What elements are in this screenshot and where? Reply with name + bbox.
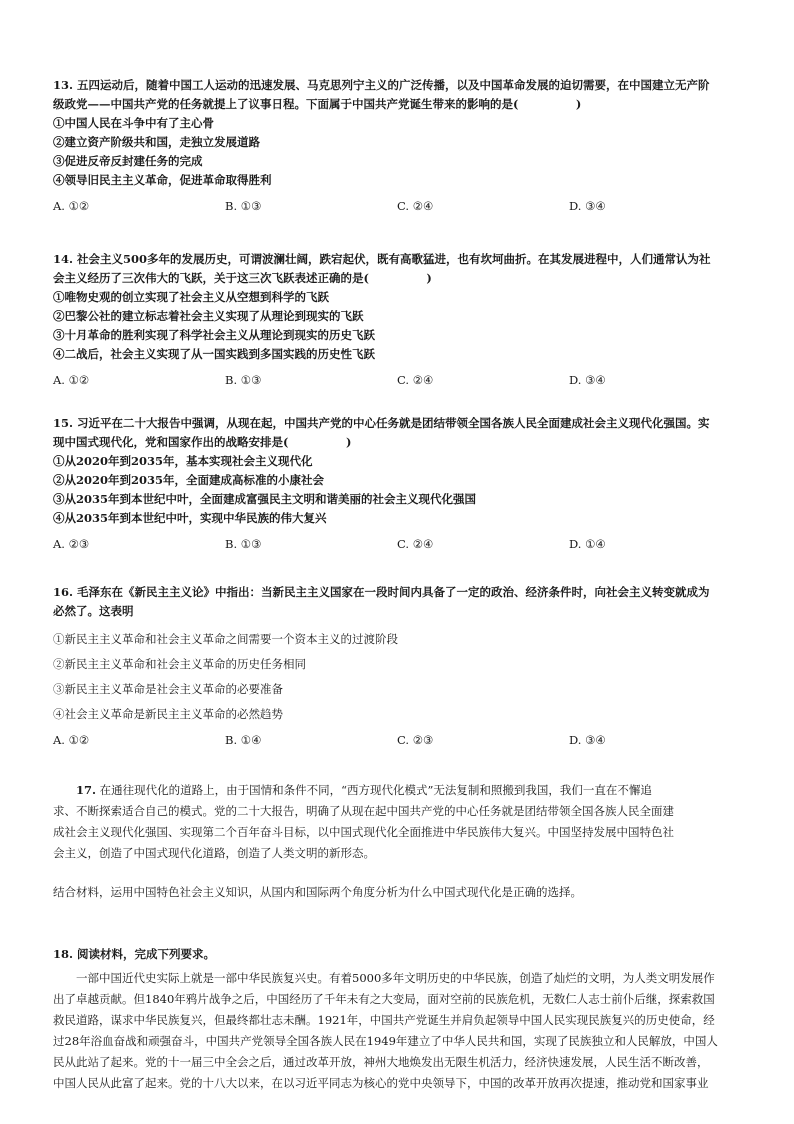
question-15-item-2: ②从2020年到2035年，全面建成高标准的小康社会 xyxy=(53,473,325,487)
question-13-item-3: ③促进反帝反封建任务的完成 xyxy=(53,154,203,168)
question-13-option-c[interactable]: C. ②④ xyxy=(397,199,434,213)
question-17-material-line-2: 求、不断探索适合自己的模式。党的二十大报告，明确了从现在起中国共产党的中心任务就是团结带领全国各族人民全面建 xyxy=(53,804,674,818)
question-14-option-b[interactable]: B. ①③ xyxy=(225,373,262,387)
question-18-material-text-1: 一部中国近代史实际上就是一部中华民族复兴史。有着5000多年文明历史的中华民族，创造了灿烂的文明，为人类文明发展作 xyxy=(76,971,715,985)
question-15-item-4: ④从2035年到本世纪中叶，实现中华民族的伟大复兴 xyxy=(53,511,327,525)
question-15-option-d[interactable]: D. ①④ xyxy=(569,537,606,551)
question-13-option-d[interactable]: D. ③④ xyxy=(569,199,606,213)
question-18-material-line-3: 救民道路，谋求中华民族复兴，但最终都壮志未酬。1921年，中国共产党诞生并肩负起领导中国人民实现民族复兴的历史使命，经 xyxy=(53,1013,715,1027)
question-13-stem-line-1: 13. 五四运动后，随着中国工人运动的迅速发展、马克思列宁主义的广泛传播，以及中国革命发展的迫切需要，在中国建立无产阶 xyxy=(53,78,710,92)
question-16-option-d[interactable]: D. ③④ xyxy=(569,733,606,747)
question-15-options xyxy=(53,535,743,554)
question-13-item-2: ②建立资产阶级共和国，走独立发展道路 xyxy=(53,135,260,149)
question-16-stem-line-1: 16. 毛泽东在《新民主主义论》中指出：当新民主主义国家在一段时间内具备了一定的政治、经济条件时，向社会主义转变就成为 xyxy=(53,585,710,599)
question-13-option-b[interactable]: B. ①③ xyxy=(225,199,262,213)
question-14-item-2: ②巴黎公社的建立标志着社会主义实现了从理论到现实的飞跃 xyxy=(53,309,364,323)
question-16 xyxy=(53,583,743,750)
question-16-item-2: ②新民主主义革命和社会主义革命的历史任务相同 xyxy=(53,657,306,671)
question-15-option-c[interactable]: C. ②④ xyxy=(397,537,434,551)
question-15-option-b[interactable]: B. ①③ xyxy=(225,537,262,551)
question-14-option-a[interactable]: A. ①② xyxy=(53,373,90,387)
question-15-option-a[interactable]: A. ②③ xyxy=(53,537,90,551)
question-16-item-3: ③新民主主义革命是社会主义革命的必要准备 xyxy=(53,682,283,696)
question-17 xyxy=(53,780,743,902)
question-18 xyxy=(53,945,743,1094)
question-16-item-4: ④社会主义革命是新民主主义革命的必然趋势 xyxy=(53,707,283,721)
question-15-item-1: ①从2020年到2035年，基本实现社会主义现代化 xyxy=(53,454,313,468)
question-13-options xyxy=(53,197,743,216)
question-16-option-c[interactable]: C. ②③ xyxy=(397,733,434,747)
question-18-material-line-1 xyxy=(53,968,743,989)
question-18-material-line-2: 出了卓越贡献。但1840年鸦片战争之后，中国经历了千年未有之大变局，面对空前的民族危机，无数仁人志士前仆后继，探索救国 xyxy=(53,992,715,1006)
question-14-item-4: ④二战后，社会主义实现了从一国实践到多国实践的历史性飞跃 xyxy=(53,347,375,361)
question-16-stem-line-2: 必然了。这表明 xyxy=(53,604,134,618)
question-14-options xyxy=(53,371,743,390)
question-13-item-4: ④领导旧民主主义革命，促进革命取得胜利 xyxy=(53,173,272,187)
question-17-material-text-1: 在通往现代化的道路上，由于国情和条件不同，“西方现代化模式”无法复制和照搬到我国，我们一直在不懈追 xyxy=(99,783,652,797)
question-13-stem-line-2: 级政党——中国共产党的任务就提上了议事日程。下面属于中国共产党诞生带来的影响的是( ) xyxy=(53,97,582,111)
question-15 xyxy=(53,414,743,554)
question-15-stem-line-1: 15. 习近平在二十大报告中强调，从现在起，中国共产党的中心任务就是团结带领全国各族人民全面建成社会主义现代化强国。实 xyxy=(53,416,710,430)
question-15-stem-line-2: 现中国式现代化，党和国家作出的战略安排是( ) xyxy=(53,435,352,449)
question-13-option-a[interactable]: A. ①② xyxy=(53,199,90,213)
question-14-item-3: ③十月革命的胜利实现了科学社会主义从理论到现实的历史飞跃 xyxy=(53,328,375,342)
question-17-material-line-1 xyxy=(53,780,743,801)
question-14-item-1: ①唯物史观的创立实现了社会主义从空想到科学的飞跃 xyxy=(53,290,329,304)
question-18-material-line-4: 过28年浴血奋战和顽强奋斗，中国共产党领导全国各族人民在1949年建立了中华人民共和国，实现了民族独立和人民解放，中国人 xyxy=(53,1034,718,1048)
question-14-option-d[interactable]: D. ③④ xyxy=(569,373,606,387)
question-13-item-1: ①中国人民在斗争中有了主心骨 xyxy=(53,116,214,130)
question-14-stem-line-1: 14. 社会主义500多年的发展历史，可谓波澜壮阔，跌宕起伏，既有高歌猛进，也有坎坷曲折。在其发展进程中，人们通常认为社 xyxy=(53,252,711,266)
question-14-stem-line-2: 会主义经历了三次伟大的飞跃，关于这三次飞跃表述正确的是( ) xyxy=(53,271,432,285)
question-17-number: 17. xyxy=(76,783,97,797)
question-18-material-line-5: 民从此站了起来。党的十一届三中全会之后，通过改革开放，神州大地焕发出无限生机活力，经济快速发展，人民生活不断改善， xyxy=(53,1055,709,1069)
question-18-material-line-6: 中国人民从此富了起来。党的十八大以来，在以习近平同志为核心的党中央领导下，中国的改革开放再次提速，推动党和国家事业 xyxy=(53,1076,709,1090)
question-14-option-c[interactable]: C. ②④ xyxy=(397,373,434,387)
question-16-options xyxy=(53,731,743,750)
question-13 xyxy=(53,76,743,216)
question-17-material-line-4: 会主义，创造了中国式现代化道路，创造了人类文明的新形态。 xyxy=(53,846,375,860)
question-17-prompt: 结合材料，运用中国特色社会主义知识，从国内和国际两个角度分析为什么中国式现代化是正确的选择。 xyxy=(53,885,582,899)
question-16-option-a[interactable]: A. ①② xyxy=(53,733,90,747)
question-16-item-1: ①新民主主义革命和社会主义革命之间需要一个资本主义的过渡阶段 xyxy=(53,632,398,646)
question-14 xyxy=(53,250,743,390)
question-17-material-line-3: 成社会主义现代化强国、实现第二个百年奋斗目标，以中国式现代化全面推进中华民族伟大复兴。中国坚持发展中国特色社 xyxy=(53,825,674,839)
question-16-option-b[interactable]: B. ①④ xyxy=(225,733,262,747)
question-15-item-3: ③从2035年到本世纪中叶，全面建成富强民主文明和谐美丽的社会主义现代化强国 xyxy=(53,492,477,506)
question-18-title: 18. 阅读材料，完成下列要求。 xyxy=(53,947,216,961)
